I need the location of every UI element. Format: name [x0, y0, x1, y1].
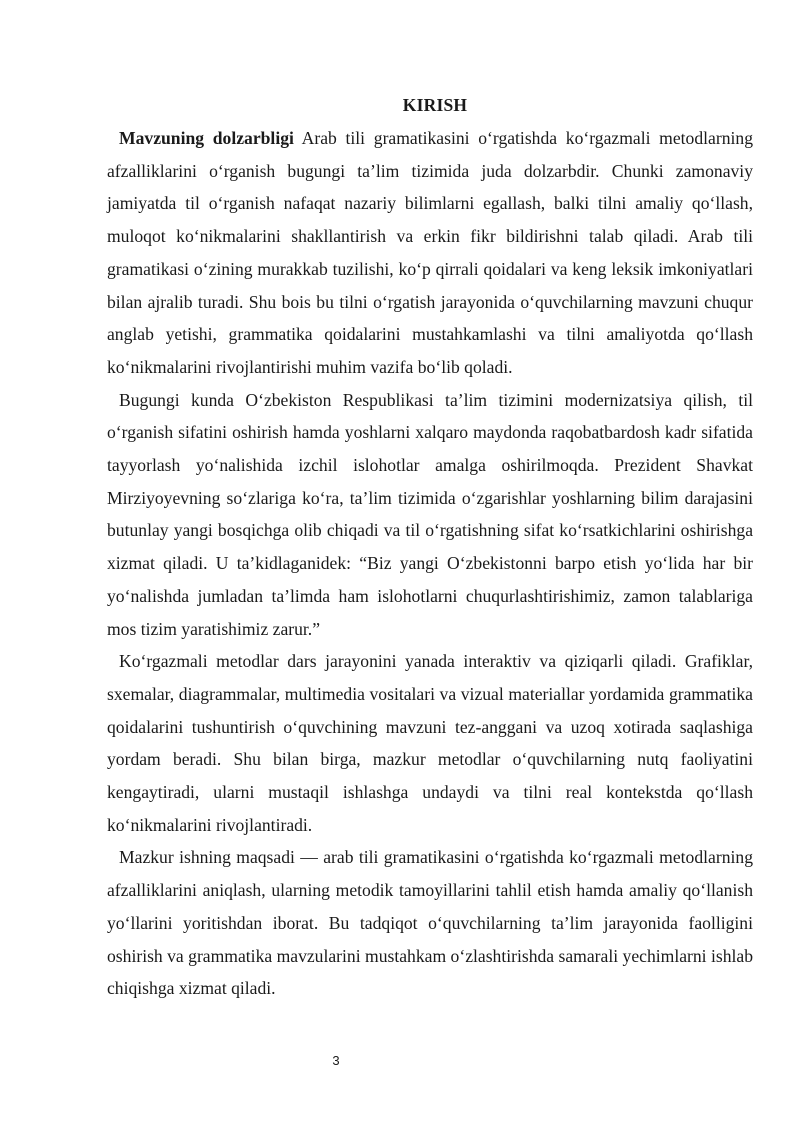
paragraph-text: Mazkur ishning maqsadi — arab tili gramatikasini o‘rgatishda ko‘rgazmali metodlarning afzalliklarini aniqlash, ularning metodik tamoyillarini tahlil etish hamda amaliy qo‘llanish yo‘llarini yoritishdan iborat. Bu tadqiqot o‘quvchilarning ta’lim jarayonida faolligini oshirish va grammatika mavzularini mustahkam o‘zlashtirishda samarali yechimlarni ishlab chiqishga xizmat qiladi. [107, 847, 753, 999]
paragraph-visual-methods [107, 645, 753, 841]
section-heading: KIRISH [402, 95, 468, 115]
paragraph-purpose [107, 841, 753, 1005]
paragraph-text: Bugungi kunda O‘zbekiston Respublikasi ta’lim tizimini modernizatsiya qilish, til o‘rganish sifatini oshirish hamda yoshlarni xalqaro maydonda raqobatbardosh kadr sifatida tayyorlash yo‘nalishida izchil islohotlar amalga oshirilmoqda. Prezident Shavkat Mirziyoyevning so‘zlariga ko‘ra, ta’lim tizimida o‘zgarishlar yoshlarning bilim darajasini butunlay yangi bosqichga olib chiqadi va til o‘rgatishning sifat ko‘rsatkichlarini oshirishga xizmat qiladi. U ta’kidlaganidek: “Biz yangi O‘zbekistonni barpo etish yo‘lida har bir yo‘nalishda jumladan ta’limda ham islohotlarni chuqurlashtirishimiz, zamon talablariga mos tizim yaratishimiz zarur.” [107, 389, 753, 639]
paragraph-relevance [107, 122, 753, 384]
paragraph-text: Arab tili gramatikasini o‘rgatishda ko‘rgazmali metodlarning afzalliklarini o‘rganish bugungi ta’lim tizimida juda dolzarbdir. Chunki zamonaviy jamiyatda til o‘rganish nafaqat nazariy bilimlarni egallash, balki tilni amaliy qo‘llash, muloqot ko‘nikmalarini shakllantirish va erkin fikr bildirishni talab qiladi. Arab tili gramatikasi o‘zining murakkab tuzilishi, ko‘p qirrali qoidalari va keng leksik imkoniyatlari bilan ajralib turadi. Shu bois bu tilni o‘rgatish jarayonida o‘quvchilarning mavzuni chuqur anglab yetishi, grammatika qoidalarini mustahkamlashi va tilni amaliyotda qo‘llash ko‘nikmalarini rivojlantirishi muhim vazifa bo‘lib qoladi. [107, 128, 753, 377]
paragraph-lead: Mavzuning dolzarbligi [119, 128, 294, 148]
body-text [107, 122, 753, 1005]
paragraph-text: Ko‘rgazmali metodlar dars jarayonini yanada interaktiv va qiziqarli qiladi. Grafiklar, sxemalar, diagrammalar, multimedia vositalari va vizual materiallar yordamida grammatika qoidalarini tushuntirish o‘quvchining mavzuni tez-anggani va uzoq xotirada saqlashiga yordam beradi. Shu bilan birga, mazkur metodlar o‘quvchilarning nutq faoliyatini kengaytiradi, ularni mustaqil ishlashga undaydi va tilni real kontekstda qo‘llash ko‘nikmalarini rivojlantiradi. [107, 651, 753, 835]
paragraph-reforms [107, 384, 753, 646]
page-number: 3 [332, 1053, 340, 1068]
